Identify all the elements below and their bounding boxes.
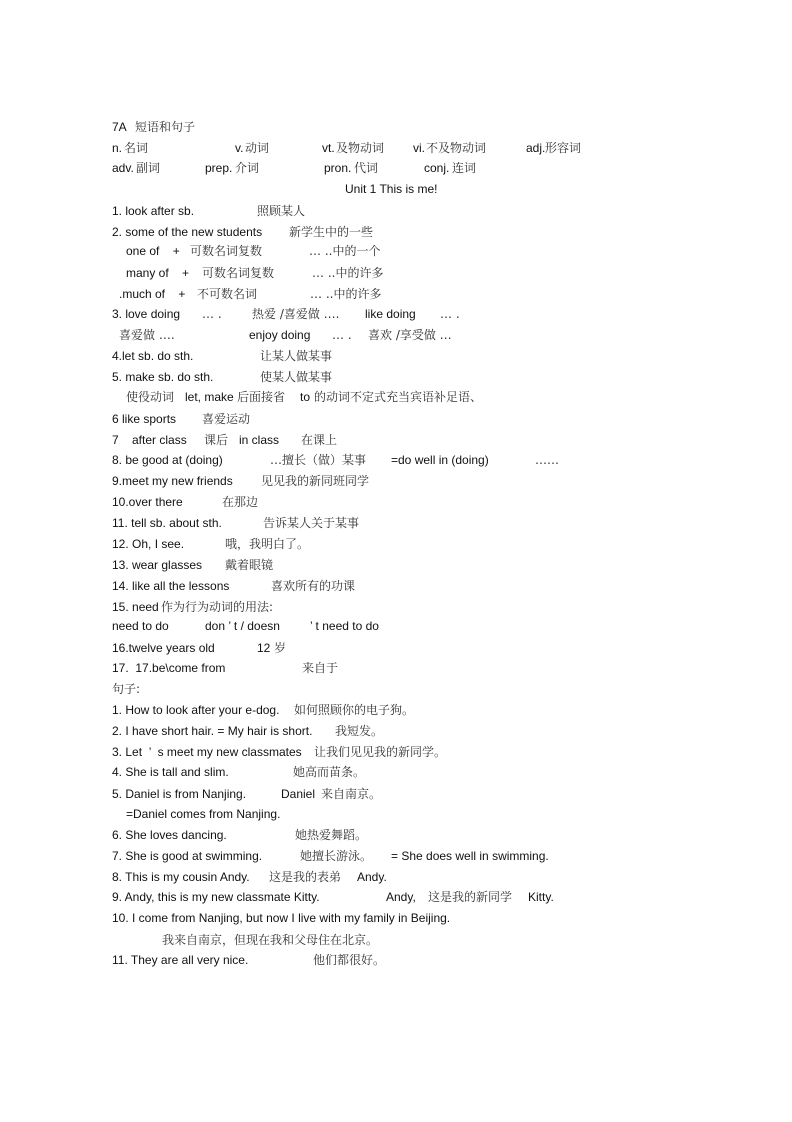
sentence-en: Daniel — [281, 787, 316, 801]
pos-zh: 名词 — [124, 141, 149, 155]
phrase-zh: 热爱 /喜爱做 …. — [252, 307, 340, 321]
phrase-en: 8. be good at (doing) — [112, 453, 223, 467]
sentence-en: 10. I come from Nanjing, but now I live with my family in Beijing. — [112, 911, 451, 925]
phrase-zh: 后面接省 — [237, 390, 286, 404]
phrase-en: like doing — [365, 307, 416, 321]
phrase-en: =do well in (doing) — [391, 453, 489, 467]
phrase-zh: 告诉某人关于某事 — [263, 516, 360, 530]
sentence-en: Andy, — [386, 890, 416, 904]
sentence-zh: 她擅长游泳。 — [300, 849, 373, 863]
pos-zh: 连词 — [452, 161, 477, 175]
phrase-en: 6 like sports — [112, 412, 177, 426]
sentence-zh: 她高而苗条。 — [293, 765, 366, 779]
phrase-zh: 照顾某人 — [257, 204, 306, 218]
phrase-en: in class — [239, 433, 280, 447]
phrase-en: to — [300, 390, 311, 404]
phrase-en: many of + — [126, 266, 190, 280]
phrase-en: 10.over there — [112, 495, 183, 509]
phrase-en: 12 — [257, 641, 271, 655]
phrase-zh: 不可数名词 — [197, 287, 258, 301]
phrase-zh: … ..中的许多 — [312, 266, 384, 280]
phrase-zh: 岁 — [274, 641, 287, 655]
doc-title: 7A — [112, 120, 127, 134]
sentence-en: =Daniel comes from Nanjing. — [126, 807, 281, 821]
sentence-en: 8. This is my cousin Andy. — [112, 870, 250, 884]
phrase-zh: 让某人做某事 — [260, 349, 333, 363]
phrase-en: 1. look after sb. — [112, 204, 195, 218]
sentence-zh: 来自南京。 — [321, 787, 382, 801]
pos-zh: 不及物动词 — [426, 141, 487, 155]
pos-zh: 代词 — [354, 161, 379, 175]
phrase-zh: …擅长（做）某事 — [270, 453, 367, 467]
phrase-en: 13. wear glasses — [112, 558, 203, 572]
phrase-zh: 喜欢 /享受做 … — [368, 328, 452, 342]
phrase-en: .much of + — [119, 287, 186, 301]
sentence-en: 9. Andy, this is my new classmate Kitty. — [112, 890, 320, 904]
phrase-en: 15. need — [112, 600, 159, 614]
phrase-en: 7 after class — [112, 433, 187, 447]
phrase-zh: 的动词不定式充当宾语补足语、 — [314, 390, 483, 404]
phrase-en: need to do — [112, 619, 169, 633]
pos-abbr: v. — [235, 141, 244, 155]
pos-abbr: pron. — [324, 161, 352, 175]
phrase-dots: … . — [440, 307, 460, 321]
phrase-zh: 作为行为动词的用法: — [161, 600, 274, 614]
phrase-en: 14. like all the lessons — [112, 579, 230, 593]
phrase-zh: 新学生中的一些 — [289, 225, 374, 239]
phrase-zh: … ..中的许多 — [310, 287, 382, 301]
sentence-en: 1. How to look after your e-dog. — [112, 703, 280, 717]
phrase-zh: 可数名词复数 — [202, 266, 275, 280]
phrase-en: 3. love doing — [112, 307, 181, 321]
phrase-zh: 使役动词 — [126, 390, 175, 404]
phrase-zh: 在那边 — [222, 495, 259, 509]
doc-title-zh: 短语和句子 — [135, 120, 196, 134]
pos-abbr: adj. — [526, 141, 546, 155]
phrase-zh: 可数名词复数 — [190, 244, 263, 258]
phrase-zh: 喜爱做 …. — [119, 328, 175, 342]
sentence-zh: 让我们见见我的新同学。 — [314, 745, 447, 759]
phrase-zh: 在课上 — [301, 433, 338, 447]
phrase-zh: … ..中的一个 — [309, 244, 381, 258]
phrase-zh: 喜爱运动 — [202, 412, 251, 426]
phrase-en: don ’ t / doesn — [205, 619, 280, 633]
phrase-dots: … . — [202, 307, 222, 321]
phrase-en: 11. tell sb. about sth. — [112, 516, 222, 530]
pos-abbr: conj. — [424, 161, 450, 175]
unit-heading: Unit 1 This is me! — [345, 182, 438, 196]
phrase-zh: 使某人做某事 — [260, 370, 333, 384]
sentence-en: 7. She is good at swimming. — [112, 849, 263, 863]
pos-abbr: n. — [112, 141, 123, 155]
phrase-en: 12. Oh, I see. — [112, 537, 185, 551]
phrase-en: let, make — [185, 390, 234, 404]
phrase-zh: 哦，我明白了。 — [225, 537, 310, 551]
pos-abbr: adv. — [112, 161, 134, 175]
sentence-en: Andy. — [357, 870, 387, 884]
phrase-en: 2. some of the new students — [112, 225, 263, 239]
phrase-zh: 课后 — [204, 433, 229, 447]
sentences-heading: 句子: — [112, 682, 141, 696]
sentence-zh: 我短发。 — [335, 724, 384, 738]
phrase-en: 16.twelve years old — [112, 641, 215, 655]
phrase-zh: 戴着眼镜 — [225, 558, 274, 572]
phrase-en: 9.meet my new friends — [112, 474, 233, 488]
sentence-en: 4. She is tall and slim. — [112, 765, 229, 779]
sentence-zh: 我来自南京，但现在我和父母住在北京。 — [162, 933, 379, 947]
sentence-en: 2. I have short hair. = My hair is short. — [112, 724, 313, 738]
pos-abbr: prep. — [205, 161, 233, 175]
phrase-zh: 喜欢所有的功课 — [271, 579, 356, 593]
sentence-zh: 这是我的新同学 — [428, 890, 513, 904]
sentence-en: = She does well in swimming. — [391, 849, 549, 863]
sentence-zh: 她热爱舞蹈。 — [295, 828, 368, 842]
sentence-zh: 如何照顾你的电子狗。 — [294, 703, 415, 717]
sentence-en: 5. Daniel is from Nanjing. — [112, 787, 247, 801]
pos-zh: 动词 — [245, 141, 270, 155]
sentence-en: 11. They are all very nice. — [112, 953, 249, 967]
phrase-en: ’ t need to do — [310, 619, 379, 633]
phrase-zh: 来自于 — [302, 661, 339, 675]
sentence-en: 3. Let ’ s meet my new classmates — [112, 745, 302, 759]
pos-zh: 形容词 — [545, 141, 582, 155]
sentence-zh: 这是我的表弟 — [269, 870, 342, 884]
sentence-zh: 他们都很好。 — [313, 953, 386, 967]
sentence-en: Kitty. — [528, 890, 554, 904]
phrase-zh: 见见我的新同班同学 — [261, 474, 370, 488]
phrase-en: 4.let sb. do sth. — [112, 349, 194, 363]
pos-zh: 介词 — [235, 161, 260, 175]
phrase-en: 17. 17.be\come from — [112, 661, 226, 675]
sentence-en: 6. She loves dancing. — [112, 828, 227, 842]
pos-abbr: vt. — [322, 141, 335, 155]
phrase-dots: … . — [332, 328, 352, 342]
phrase-en: 5. make sb. do sth. — [112, 370, 214, 384]
pos-abbr: vi. — [413, 141, 425, 155]
phrase-dots: …… — [535, 453, 559, 467]
pos-zh: 副词 — [136, 161, 161, 175]
phrase-en: one of + — [126, 244, 180, 258]
pos-zh: 及物动词 — [336, 141, 385, 155]
phrase-en: enjoy doing — [249, 328, 311, 342]
